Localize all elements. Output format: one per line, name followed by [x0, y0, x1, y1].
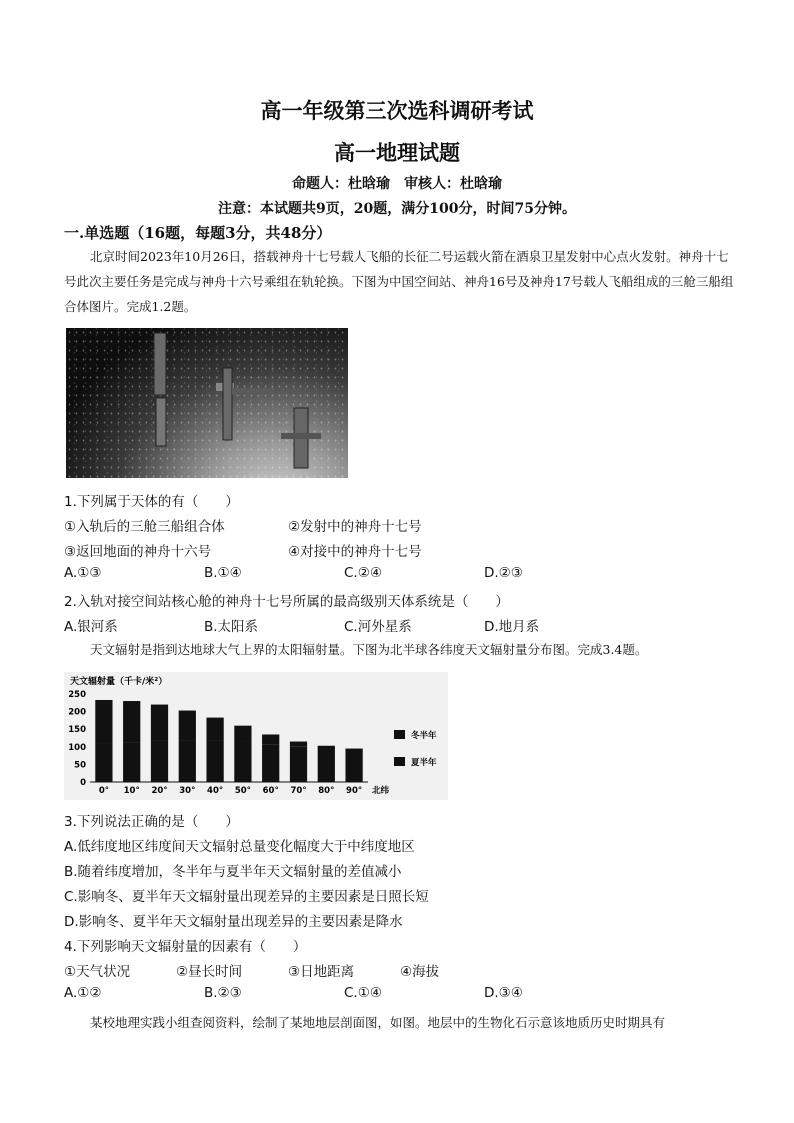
bar-winter [290, 742, 307, 747]
q2-option-d: D.地月系 [484, 619, 540, 635]
q1-option-b: B.①④ [204, 565, 242, 581]
x-tick-label: 70° [290, 786, 307, 796]
q3-option-c: C.影响冬、夏半年天文辐射量出现差异的主要因素是日照长短 [64, 889, 429, 905]
q1-item-3: ③返回地面的神舟十六号 [64, 544, 212, 560]
x-tick-label: 50° [234, 786, 251, 796]
q4-item-2: ②昼长时间 [176, 964, 243, 980]
legend-swatch-summer [394, 757, 405, 766]
y-tick-label: 100 [68, 742, 86, 753]
x-tick-label: 30° [179, 786, 196, 796]
q1-option-a: A.①③ [64, 565, 102, 581]
q3-option-d: D.影响冬、夏半年天文辐射量出现差异的主要因素是降水 [64, 914, 403, 930]
exam-title: 高一年级第三次选科调研考试 [260, 98, 534, 123]
bar-summer [234, 742, 251, 782]
x-tick-label: 0° [98, 786, 109, 796]
bar-summer [318, 748, 335, 782]
bar-summer [151, 740, 168, 782]
exam-subtitle: 高一地理试题 [334, 140, 460, 165]
bar-summer [123, 743, 140, 782]
q4-option-c: C.①④ [344, 985, 382, 1001]
legend-label-summer: 夏半年 [411, 758, 437, 768]
bar-summer [206, 740, 223, 782]
bar-winter [151, 705, 168, 741]
space-station-photo [66, 328, 348, 478]
passage-2: 天文辐射是指到达地球大气上界的太阳辐射量。下图为北半球各纬度天文辐射量分布图。完成3.4题。 [90, 642, 648, 657]
bar-winter [234, 726, 251, 742]
legend-swatch-winter [394, 730, 405, 739]
y-tick-label: 50 [74, 760, 86, 771]
radiation-chart [64, 672, 448, 800]
notice-line: 注意：本试题共9页，20题，满分100分，时间75分钟。 [218, 201, 576, 217]
q4-option-a: A.①② [64, 985, 102, 1001]
q1-item-4: ④对接中的神舟十七号 [288, 544, 422, 560]
q1-option-c: C.②④ [344, 565, 382, 581]
bar-summer [95, 744, 112, 782]
question-4: 4.下列影响天文辐射量的因素有（ ） [64, 939, 307, 955]
section-heading: 一.单选题（16题，每题3分，共48分） [64, 224, 332, 242]
q4-option-d: D.③④ [484, 985, 523, 1001]
x-tick-label: 10° [123, 786, 140, 796]
q2-option-b: B.太阳系 [204, 619, 259, 635]
legend-label-winter: 冬半年 [411, 731, 437, 741]
q3-option-a: A.低纬度地区纬度间天文辐射总量变化幅度大于中纬度地区 [64, 839, 415, 855]
chart-title: 天文辐射量（千卡/米²） [70, 677, 168, 687]
bar-summer [290, 747, 307, 782]
chart-xlabel: 北纬 [372, 786, 390, 796]
q1-item-2: ②发射中的神舟十七号 [288, 519, 422, 535]
bar-winter [262, 734, 279, 744]
q4-item-1: ①天气状况 [64, 964, 131, 980]
q4-option-b: B.②③ [204, 985, 242, 1001]
bar-winter [123, 701, 140, 743]
q2-option-a: A.银河系 [64, 619, 118, 635]
passage-3: 某校地理实践小组查阅资料，绘制了某地地层剖面图，如图。地层中的生物化石示意该地质历史时期具有 [90, 1015, 666, 1030]
bar-summer [262, 744, 279, 782]
x-tick-label: 90° [346, 786, 363, 796]
x-tick-label: 20° [151, 786, 168, 796]
bar-winter [206, 718, 223, 741]
bar-summer [179, 740, 196, 782]
y-tick-label: 200 [68, 707, 86, 718]
y-tick-label: 0 [80, 778, 86, 788]
radiation-chart-svg [64, 672, 448, 800]
q4-item-3: ③日地距离 [288, 964, 355, 980]
question-2: 2.入轨对接空间站核心舱的神舟十七号所属的最高级别天体系统是（ ） [64, 594, 509, 610]
q4-item-4: ④海拔 [400, 964, 440, 980]
authors-line: 命题人：杜晗瑜 审核人：杜晗瑜 [292, 176, 502, 192]
x-tick-label: 80° [318, 786, 335, 796]
x-tick-label: 40° [207, 786, 224, 796]
y-tick-label: 150 [68, 725, 86, 736]
passage-1: 北京时间2023年10月26日，搭载神舟十七号载人飞船的长征二号运载火箭在酒泉卫星发射中心点火发射。神舟十七号此次主要任务是完成与神舟十六号乘组在轨轮换。下图为中国空间站、神舟16号及神舟17号载人飞船组成的三舱三船组合体图片。完成1.2题。 [64, 249, 734, 314]
y-tick-label: 250 [68, 690, 86, 700]
q3-option-b: B.随着纬度增加，冬半年与夏半年天文辐射量的差值减小 [64, 864, 402, 880]
bar-summer [345, 749, 362, 782]
q2-option-c: C.河外星系 [344, 619, 412, 635]
q1-option-d: D.②③ [484, 565, 523, 581]
question-3: 3.下列说法正确的是（ ） [64, 814, 239, 830]
q1-item-1: ①入轨后的三舱三船组合体 [64, 519, 225, 535]
question-1: 1.下列属于天体的有（ ） [64, 494, 239, 510]
bar-winter [95, 700, 112, 744]
bar-winter [179, 711, 196, 741]
x-tick-label: 60° [262, 786, 279, 796]
bar-winter [318, 746, 335, 748]
